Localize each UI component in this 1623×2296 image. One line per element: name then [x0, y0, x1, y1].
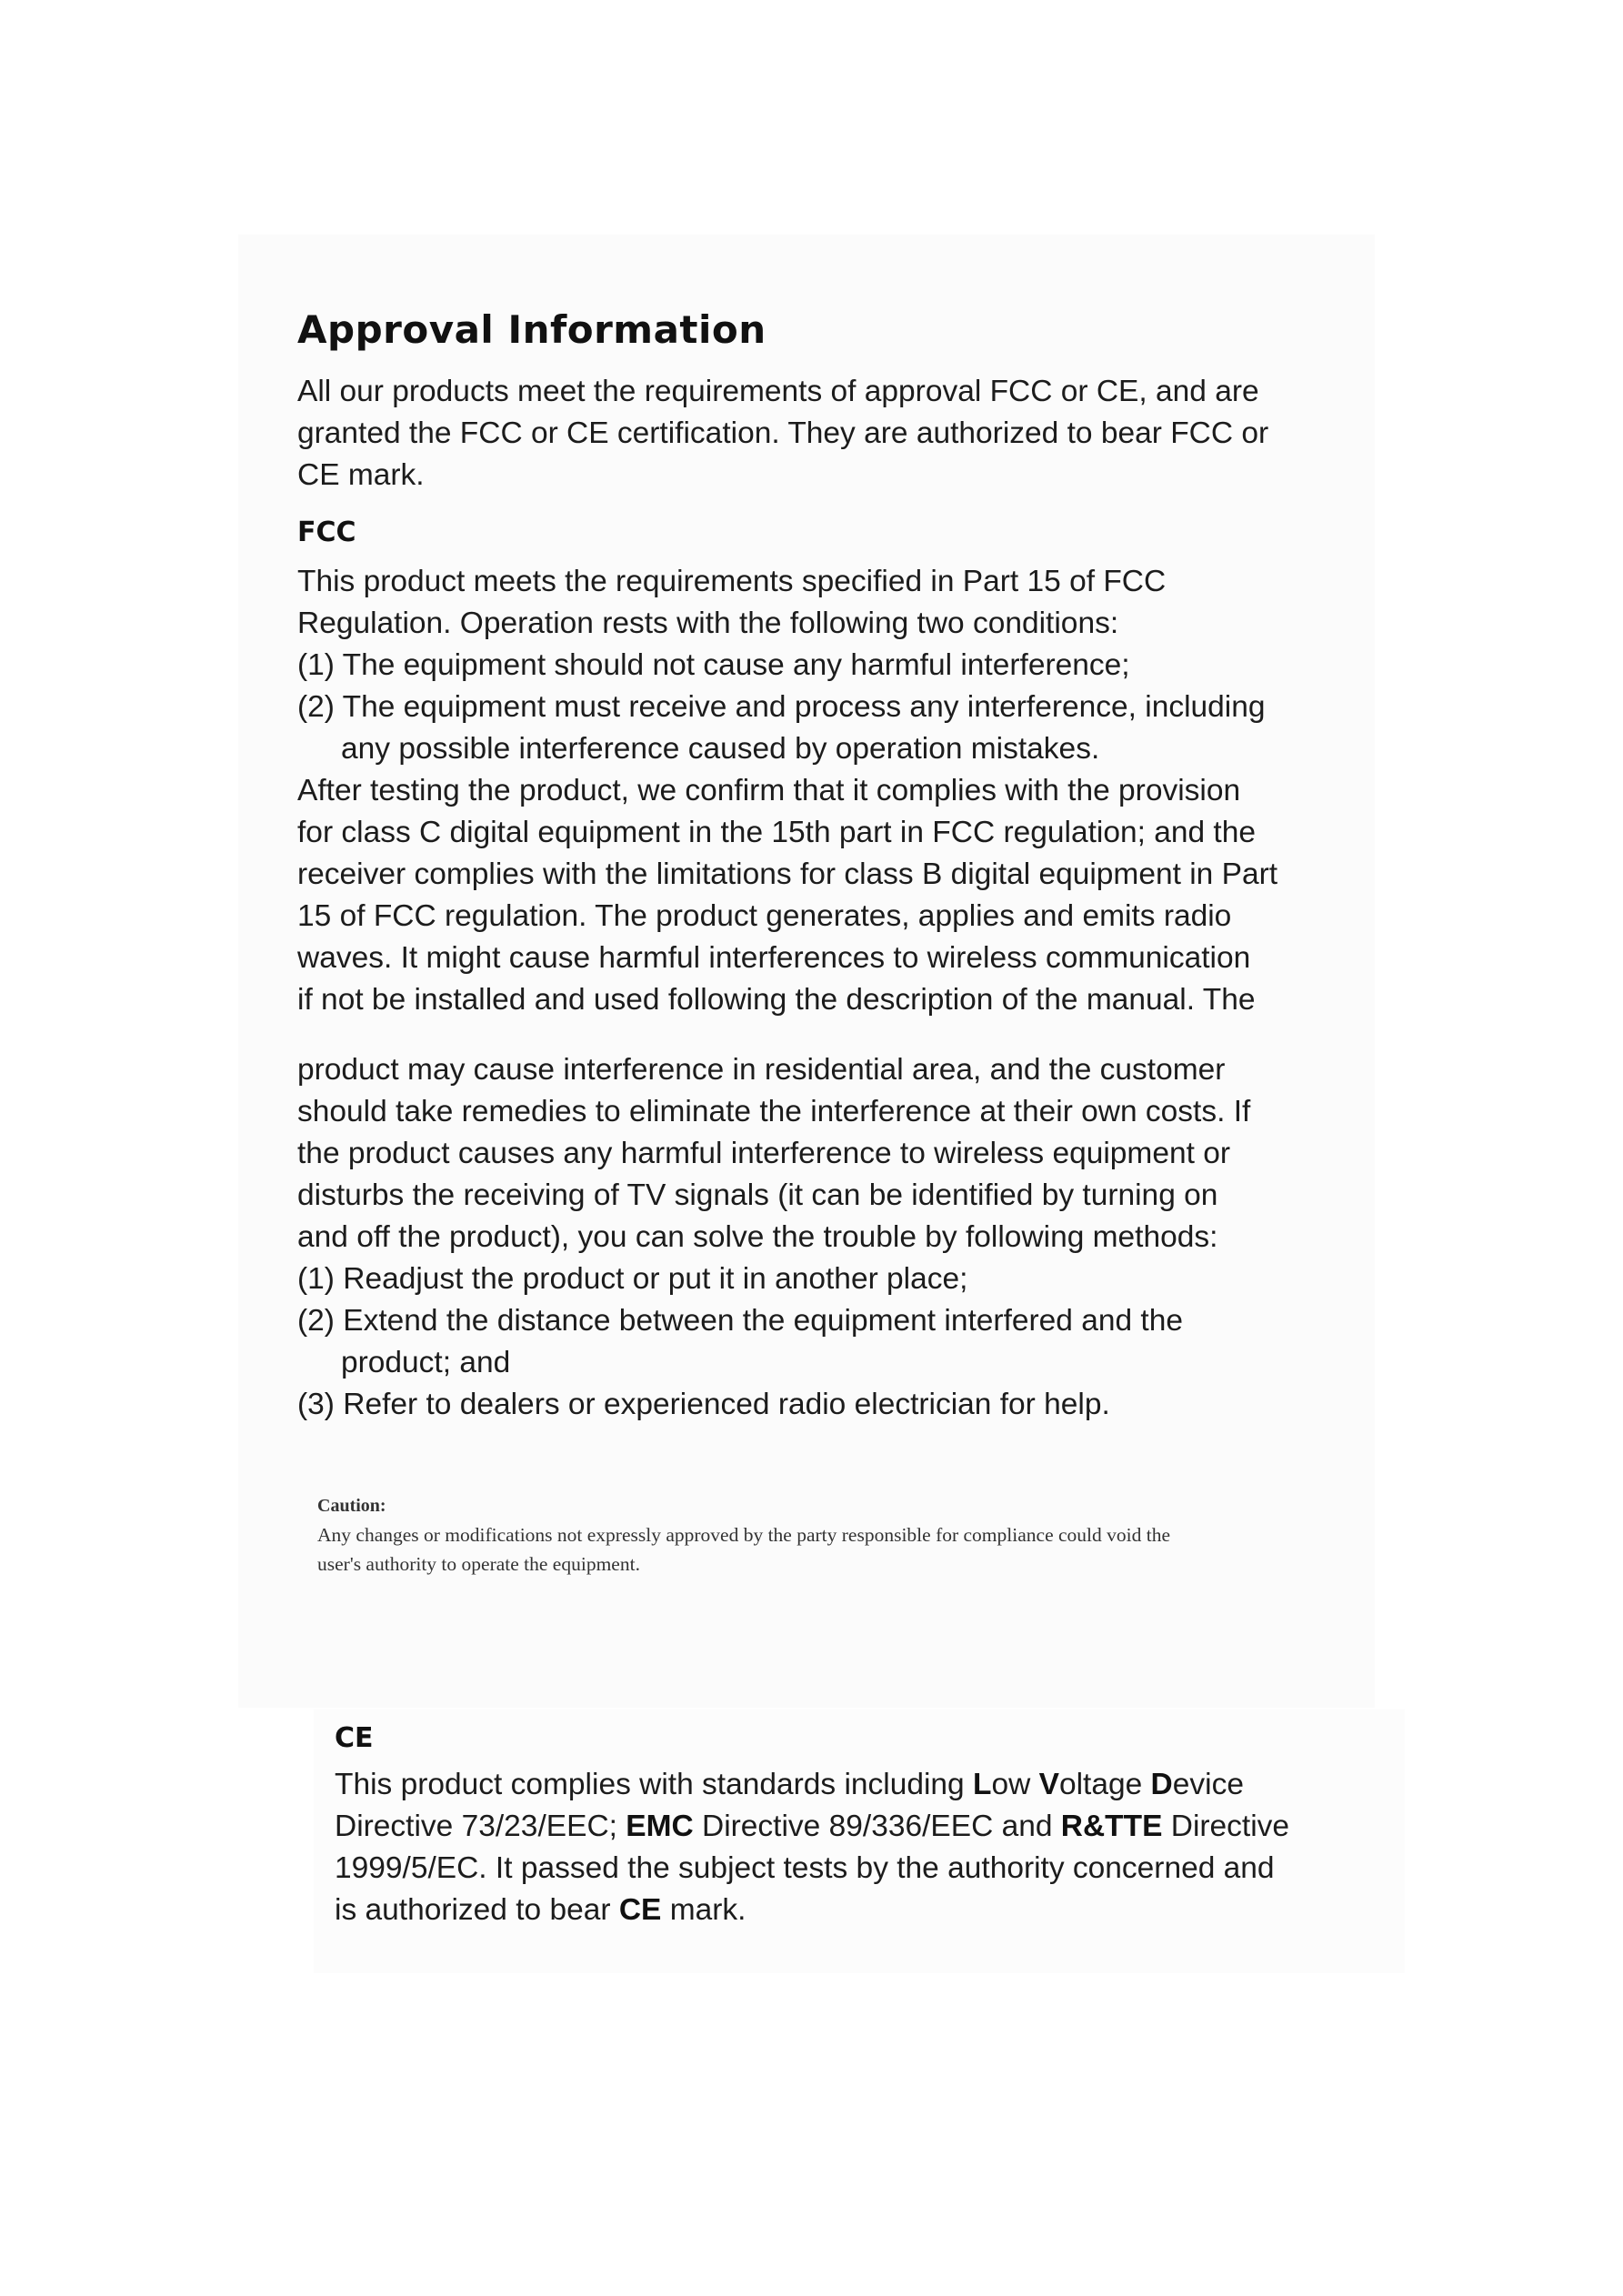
page-title: Approval Information: [297, 307, 766, 352]
intro-paragraph: [297, 371, 1268, 496]
fcc-line: the product causes any harmful interference to wireless equipment or: [297, 1137, 1231, 1170]
ce-text: oltage: [1058, 1768, 1151, 1801]
intro-line: All our products meet the requirements of approval FCC or CE, and are: [297, 375, 1259, 408]
fcc-line: receiver complies with the limitations for class B digital equipment in Part: [297, 857, 1278, 891]
ce-line-3: 1999/5/EC. It passed the subject tests by the authority concerned and: [335, 1851, 1275, 1885]
fcc-method-3: (3) Refer to dealers or experienced radio electrician for help.: [297, 1388, 1110, 1421]
ce-text: ow: [991, 1768, 1039, 1801]
ce-text: evice: [1172, 1768, 1244, 1801]
fcc-line: product may cause interference in residential area, and the customer: [297, 1053, 1226, 1087]
ce-paragraph: [335, 1764, 1289, 1931]
fcc-paragraph: [297, 561, 1277, 1021]
fcc-line: 15 of FCC regulation. The product generates, applies and emits radio: [297, 899, 1232, 933]
ce-line-4: [335, 1890, 1289, 1931]
intro-line: CE mark.: [297, 458, 425, 492]
ce-text-bold: R&TTE: [1060, 1810, 1163, 1843]
fcc-line: for class C digital equipment in the 15th part in FCC regulation; and the: [297, 816, 1256, 849]
caution-line: user's authority to operate the equipment.: [317, 1553, 640, 1575]
ce-line-2: [335, 1806, 1289, 1848]
caution-line: Any changes or modifications not expressly approved by the party responsible for compliance could void the: [317, 1524, 1170, 1546]
ce-text: Directive 89/336/EEC and: [693, 1810, 1061, 1843]
fcc-line: disturbs the receiving of TV signals (it can be identified by turning on: [297, 1178, 1218, 1212]
fcc-line: This product meets the requirements specified in Part 15 of FCC: [297, 565, 1167, 598]
fcc-paragraph-continued: [297, 1049, 1250, 1426]
fcc-line: if not be installed and used following the description of the manual. The: [297, 983, 1256, 1017]
ce-text: mark.: [661, 1893, 746, 1927]
fcc-condition-2-cont: any possible interference caused by operation mistakes.: [341, 732, 1100, 766]
ce-text: Directive 73/23/EEC;: [335, 1810, 626, 1843]
caution-title: Caution:: [317, 1496, 386, 1516]
ce-text-bold: V: [1038, 1768, 1059, 1801]
fcc-method-1: (1) Readjust the product or put it in another place;: [297, 1262, 968, 1296]
fcc-heading: FCC: [297, 516, 356, 548]
ce-text-bold: D: [1150, 1768, 1173, 1801]
fcc-line: waves. It might cause harmful interferences to wireless communication: [297, 941, 1251, 975]
ce-line-1: [335, 1764, 1289, 1806]
fcc-line: Regulation. Operation rests with the following two conditions:: [297, 607, 1119, 640]
caution-note: [317, 1491, 1170, 1579]
ce-text: is authorized to bear: [335, 1893, 619, 1927]
fcc-method-2-cont: product; and: [341, 1346, 511, 1379]
ce-text-bold: L: [972, 1768, 992, 1801]
ce-text: This product complies with standards including: [335, 1768, 973, 1801]
fcc-method-2: (2) Extend the distance between the equipment interfered and the: [297, 1304, 1184, 1338]
ce-text-bold: EMC: [626, 1810, 694, 1843]
ce-text: Directive: [1162, 1810, 1290, 1843]
fcc-condition-2: (2) The equipment must receive and process any interference, including: [297, 690, 1266, 724]
fcc-line: and off the product), you can solve the trouble by following methods:: [297, 1220, 1218, 1254]
ce-text-bold: CE: [618, 1893, 662, 1927]
fcc-condition-1: (1) The equipment should not cause any harmful interference;: [297, 648, 1130, 682]
intro-line: granted the FCC or CE certification. They are authorized to bear FCC or: [297, 416, 1269, 450]
ce-heading: CE: [335, 1722, 374, 1754]
fcc-line: After testing the product, we confirm that it complies with the provision: [297, 774, 1241, 807]
fcc-line: should take remedies to eliminate the interference at their own costs. If: [297, 1095, 1251, 1128]
